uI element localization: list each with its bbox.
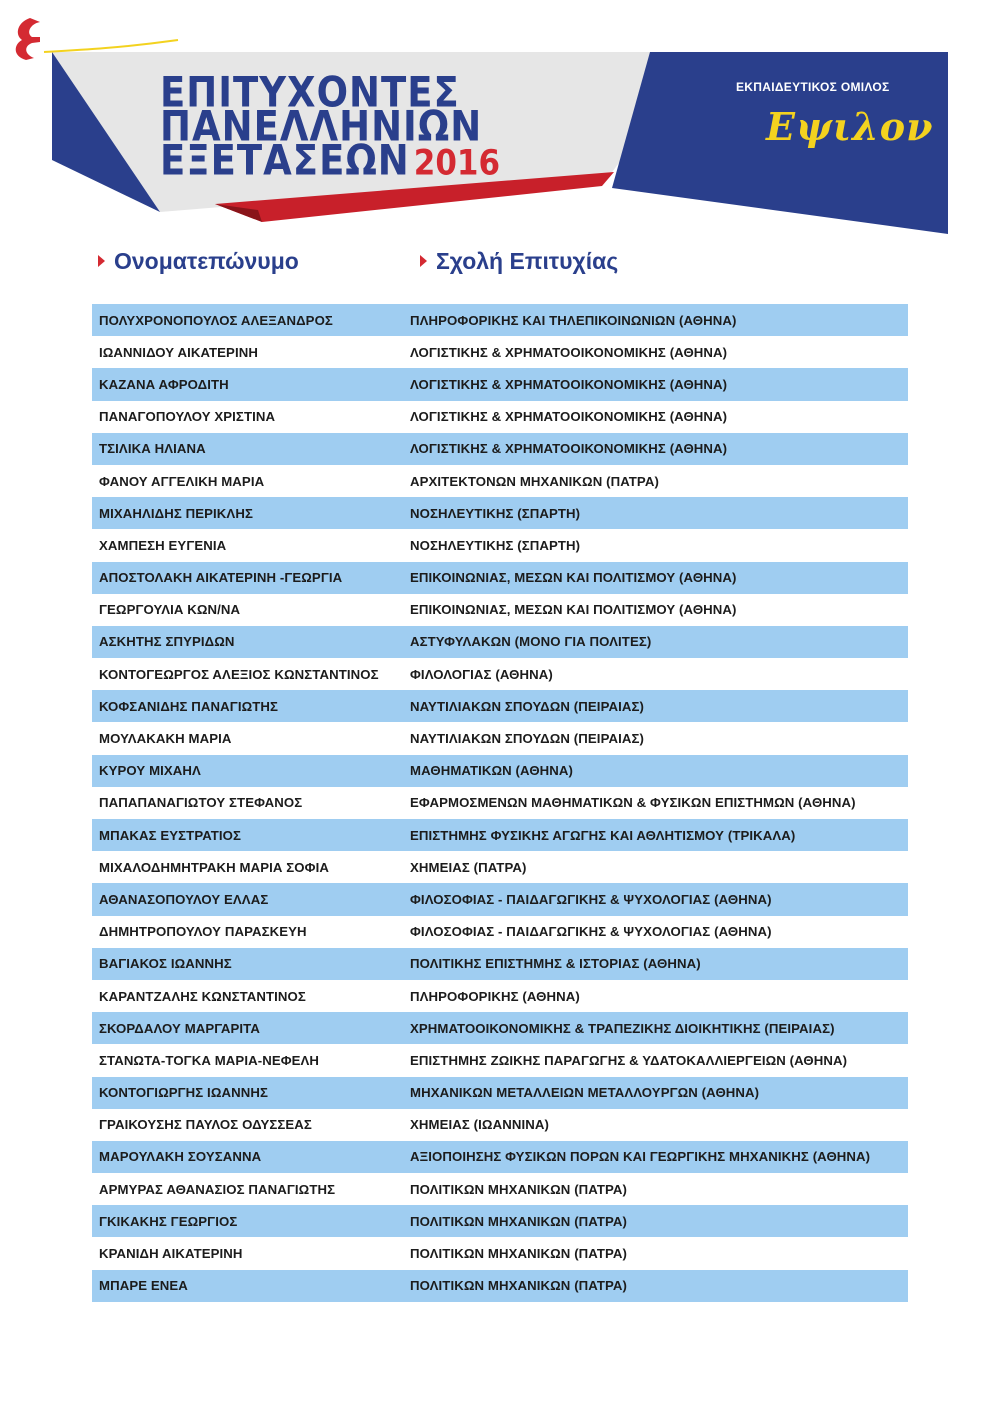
admitted-school: ΠΛΗΡΟΦΟΡΙΚΗΣ ΚΑΙ ΤΗΛΕΠΙΚΟΙΝΩΝΙΩΝ (ΑΘΗΝΑ) [410,312,737,328]
admitted-school: ΕΦΑΡΜΟΣΜΕΝΩΝ ΜΑΘΗΜΑΤΙΚΩΝ & ΦΥΣΙΚΩΝ ΕΠΙΣΤΗΜΩΝ (ΑΘΗΝΑ) [410,795,856,811]
table-row [92,1141,908,1173]
student-name: ΜΠΑΚΑΣ ΕΥΣΤΡΑΤΙΟΣ [99,827,242,843]
admitted-school: ΑΞΙΟΠΟΙΗΣΗΣ ΦΥΣΙΚΩΝ ΠΟΡΩΝ ΚΑΙ ΓΕΩΡΓΙΚΗΣ ΜΗΧΑΝΙΚΗΣ (ΑΘΗΝΑ) [410,1149,871,1165]
student-name: ΙΩΑΝΝΙΔΟΥ ΑΙΚΑΤΕΡΙΝΗ [99,344,258,360]
column-header-name [98,248,299,275]
table-row [92,1077,908,1109]
table-row [92,658,908,690]
table-row [92,336,908,368]
admitted-school: ΠΟΛΙΤΙΚΩΝ ΜΗΧΑΝΙΚΩΝ (ΠΑΤΡΑ) [410,1181,628,1197]
title-line-3 [160,136,580,185]
student-name: ΜΙΧΑΛΟΔΗΜΗΤΡΑΚΗ ΜΑΡΙΑ ΣΟΦΙΑ [99,859,329,875]
student-name: ΠΑΝΑΓΟΠΟΥΛΟΥ ΧΡΙΣΤΙΝΑ [99,409,276,425]
admitted-school: ΠΟΛΙΤΙΚΗΣ ΕΠΙΣΤΗΜΗΣ & ΙΣΤΟΡΙΑΣ (ΑΘΗΝΑ) [410,956,701,972]
admitted-school: ΝΑΥΤΙΛΙΑΚΩΝ ΣΠΟΥΔΩΝ (ΠΕΙΡΑΙΑΣ) [410,731,645,747]
title-line-2: ΠΑΝΕΛΛΗΝΙΩΝ [160,102,483,151]
student-name: ΓΕΩΡΓΟΥΛΙΑ ΚΩΝ/ΝΑ [99,602,241,618]
logo-mark [0,0,190,70]
logo-text: Εψιλον [766,104,934,149]
table-row [92,787,908,819]
org-label: ΕΚΠΑΙΔΕΥΤΙΚΟΣ ΟΜΙΛΟΣ [736,80,890,94]
table-row [92,1205,908,1237]
student-name: ΚΟΝΤΟΓΕΩΡΓΟΣ ΑΛΕΞΙΟΣ ΚΩΝΣΤΑΝΤΙΝΟΣ [99,666,379,682]
triangle-bullet-icon [420,255,427,267]
table-row [92,368,908,400]
table-row [92,1237,908,1269]
admitted-school: ΜΗΧΑΝΙΚΩΝ ΜΕΤΑΛΛΕΙΩΝ ΜΕΤΑΛΛΟΥΡΓΩΝ (ΑΘΗΝΑ) [410,1085,760,1101]
column-header-name-label: Ονοματεπώνυμο [114,248,299,274]
student-name: ΧΑΜΠΕΣΗ ΕΥΓΕΝΙΑ [99,537,227,553]
table-row [92,1109,908,1141]
student-name: ΜΑΡΟΥΛΑΚΗ ΣΟΥΣΑΝΝΑ [99,1149,262,1165]
table-row [92,594,908,626]
admitted-school: ΑΡΧΙΤΕΚΤΟΝΩΝ ΜΗΧΑΝΙΚΩΝ (ΠΑΤΡΑ) [410,473,659,489]
student-name: ΣΚΟΡΔΑΛΟΥ ΜΑΡΓΑΡΙΤΑ [99,1020,260,1036]
student-name: ΣΤΑΝΩΤΑ-ΤΟΓΚΑ ΜΑΡΙΑ-ΝΕΦΕΛΗ [99,1052,320,1068]
table-row [92,948,908,980]
table-row [92,819,908,851]
admitted-school: ΠΟΛΙΤΙΚΩΝ ΜΗΧΑΝΙΚΩΝ (ΠΑΤΡΑ) [410,1278,628,1294]
student-name: ΚΥΡΟΥ ΜΙΧΑΗΛ [99,763,201,779]
admitted-school: ΝΑΥΤΙΛΙΑΚΩΝ ΣΠΟΥΔΩΝ (ΠΕΙΡΑΙΑΣ) [410,698,645,714]
table-row [92,401,908,433]
triangle-bullet-icon [98,255,105,267]
table-row [92,433,908,465]
student-name: ΓΚΙΚΑΚΗΣ ΓΕΩΡΓΙΟΣ [99,1213,238,1229]
admitted-school: ΛΟΓΙΣΤΙΚΗΣ & ΧΡΗΜΑΤΟΟΙΚΟΝΟΜΙΚΗΣ (ΑΘΗΝΑ) [410,409,728,425]
table-row [92,626,908,658]
table-row [92,1173,908,1205]
admitted-school: ΦΙΛΟΣΟΦΙΑΣ - ΠΑΙΔΑΓΩΓΙΚΗΣ & ΨΥΧΟΛΟΓΙΑΣ (ΑΘΗΝΑ) [410,924,772,940]
column-header-school-label: Σχολή Επιτυχίας [436,248,619,274]
student-name: ΚΑΡΑΝΤΖΑΛΗΣ ΚΩΝΣΤΑΝΤΙΝΟΣ [99,988,306,1004]
student-name: ΚΡΑΝΙΔΗ ΑΙΚΑΤΕΡΙΝΗ [99,1246,243,1262]
results-table [92,304,908,1302]
table-row [92,562,908,594]
student-name: ΠΑΠΑΠΑΝΑΓΙΩΤΟΥ ΣΤΕΦΑΝΟΣ [99,795,303,811]
student-name: ΠΟΛΥΧΡΟΝΟΠΟΥΛΟΣ ΑΛΕΞΑΝΔΡΟΣ [99,312,333,328]
student-name: ΜΠΑΡΕ ΕΝΕΑ [99,1278,188,1294]
admitted-school: ΛΟΓΙΣΤΙΚΗΣ & ΧΡΗΜΑΤΟΟΙΚΟΝΟΜΙΚΗΣ (ΑΘΗΝΑ) [410,441,728,457]
table-row [92,1044,908,1076]
admitted-school: ΧΡΗΜΑΤΟΟΙΚΟΝΟΜΙΚΗΣ & ΤΡΑΠΕΖΙΚΗΣ ΔΙΟΙΚΗΤΙΚΗΣ (ΠΕΙΡΑΙΑΣ) [410,1020,835,1036]
table-row [92,529,908,561]
student-name: ΓΡΑΙΚΟΥΣΗΣ ΠΑΥΛΟΣ ΟΔΥΣΣΕΑΣ [99,1117,312,1133]
student-name: ΦΑΝΟΥ ΑΓΓΕΛΙΚΗ ΜΑΡΙΑ [99,473,265,489]
student-name: ΑΣΚΗΤΗΣ ΣΠΥΡΙΔΩΝ [99,634,235,650]
table-row [92,1012,908,1044]
admitted-school: ΑΣΤΥΦΥΛΑΚΩΝ (ΜΟΝΟ ΓΙΑ ΠΟΛΙΤΕΣ) [410,634,652,650]
admitted-school: ΕΠΙΚΟΙΝΩΝΙΑΣ, ΜΕΣΩΝ ΚΑΙ ΠΟΛΙΤΙΣΜΟΥ (ΑΘΗΝΑ) [410,602,737,618]
table-row [92,690,908,722]
admitted-school: ΛΟΓΙΣΤΙΚΗΣ & ΧΡΗΜΑΤΟΟΙΚΟΝΟΜΙΚΗΣ (ΑΘΗΝΑ) [410,376,728,392]
admitted-school: ΠΟΛΙΤΙΚΩΝ ΜΗΧΑΝΙΚΩΝ (ΠΑΤΡΑ) [410,1246,628,1262]
header-banner [0,0,1000,240]
logo-underline-swoosh [44,40,178,52]
title-line-3-text: ΕΞΕΤΑΣΕΩΝ [160,136,410,185]
table-row [92,465,908,497]
admitted-school: ΝΟΣΗΛΕΥΤΙΚΗΣ (ΣΠΑΡΤΗ) [410,505,581,521]
admitted-school: ΝΟΣΗΛΕΥΤΙΚΗΣ (ΣΠΑΡΤΗ) [410,537,581,553]
student-name: ΑΠΟΣΤΟΛΑΚΗ ΑΙΚΑΤΕΡΙΝΗ -ΓΕΩΡΓΙΑ [99,570,343,586]
student-name: ΑΡΜΥΡΑΣ ΑΘΑΝΑΣΙΟΣ ΠΑΝΑΓΙΩΤΗΣ [99,1181,336,1197]
table-row [92,883,908,915]
column-header-school [420,248,618,275]
student-name: ΤΣΙΛΙΚΑ ΗΛΙΑΝΑ [99,441,206,457]
student-name: ΒΑΓΙΑΚΟΣ ΙΩΑΝΝΗΣ [99,956,232,972]
table-row [92,851,908,883]
admitted-school: ΕΠΙΣΤΗΜΗΣ ΦΥΣΙΚΗΣ ΑΓΩΓΗΣ ΚΑΙ ΑΘΛΗΤΙΣΜΟΥ (ΤΡΙΚΑΛΑ) [410,827,796,843]
student-name: ΔΗΜΗΤΡΟΠΟΥΛΟΥ ΠΑΡΑΣΚΕΥΗ [99,924,307,940]
table-row [92,497,908,529]
table-row [92,722,908,754]
logo-epsilon-shape [16,18,40,60]
admitted-school: ΕΠΙΚΟΙΝΩΝΙΑΣ, ΜΕΣΩΝ ΚΑΙ ΠΟΛΙΤΙΣΜΟΥ (ΑΘΗΝΑ) [410,570,737,586]
admitted-school: ΧΗΜΕΙΑΣ (ΠΑΤΡΑ) [410,859,527,875]
admitted-school: ΧΗΜΕΙΑΣ (ΙΩΑΝΝΙΝΑ) [410,1117,549,1133]
title-line-1: ΕΠΙΤΥΧΟΝΤΕΣ [160,68,460,117]
student-name: ΜΟΥΛΑΚΑΚΗ ΜΑΡΙΑ [99,731,232,747]
admitted-school: ΛΟΓΙΣΤΙΚΗΣ & ΧΡΗΜΑΤΟΟΙΚΟΝΟΜΙΚΗΣ (ΑΘΗΝΑ) [410,344,728,360]
admitted-school: ΕΠΙΣΤΗΜΗΣ ΖΩΙΚΗΣ ΠΑΡΑΓΩΓΗΣ & ΥΔΑΤΟΚΑΛΛΙΕΡΓΕΙΩΝ (ΑΘΗΝΑ) [410,1052,848,1068]
table-row [92,1270,908,1302]
admitted-school: ΦΙΛΟΣΟΦΙΑΣ - ΠΑΙΔΑΓΩΓΙΚΗΣ & ΨΥΧΟΛΟΓΙΑΣ (ΑΘΗΝΑ) [410,891,772,907]
admitted-school: ΠΛΗΡΟΦΟΡΙΚΗΣ (ΑΘΗΝΑ) [410,988,580,1004]
student-name: ΚΑΖΑΝΑ ΑΦΡΟΔΙΤΗ [99,376,229,392]
table-row [92,755,908,787]
admitted-school: ΜΑΘΗΜΑΤΙΚΩΝ (ΑΘΗΝΑ) [410,763,574,779]
admitted-school: ΦΙΛΟΛΟΓΙΑΣ (ΑΘΗΝΑ) [410,666,553,682]
student-name: ΑΘΑΝΑΣΟΠΟΥΛΟΥ ΕΛΛΑΣ [99,891,269,907]
admitted-school: ΠΟΛΙΤΙΚΩΝ ΜΗΧΑΝΙΚΩΝ (ΠΑΤΡΑ) [410,1213,628,1229]
table-row [92,304,908,336]
table-row [92,916,908,948]
student-name: ΜΙΧΑΗΛΙΔΗΣ ΠΕΡΙΚΛΗΣ [99,505,253,521]
student-name: ΚΟΝΤΟΓΙΩΡΓΗΣ ΙΩΑΝΝΗΣ [99,1085,269,1101]
student-name: ΚΟΦΣΑΝΙΔΗΣ ΠΑΝΑΓΙΩΤΗΣ [99,698,279,714]
title-year: 2016 [413,143,501,184]
table-row [92,980,908,1012]
